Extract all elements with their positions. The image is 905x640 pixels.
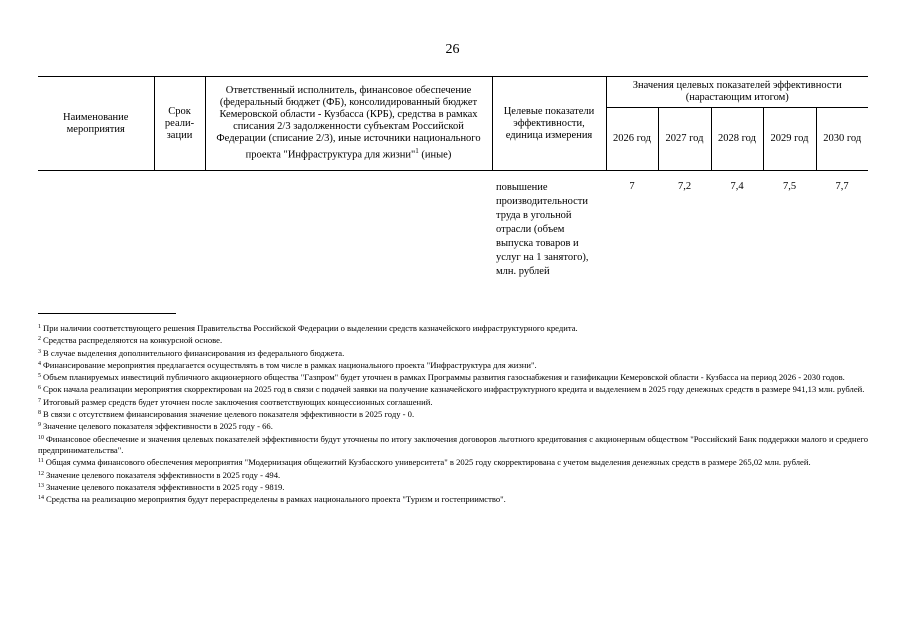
footnotes bbox=[38, 313, 868, 505]
footnote-text: Срок начала реализации мероприятия скорректирован на 2025 год в связи с подачей заявки на получение казначейского инфраструктурного кредита и выделением в 2025 году денежных средств в размере 941,13 млн. рублей. bbox=[43, 384, 865, 395]
footnote bbox=[38, 408, 868, 420]
footnote-text: Общая сумма финансового обеспечения мероприятия "Модернизация общежитий Кузбасского университета" в 2025 году скорректирована с учетом выделения денежных средств в размере 265,02 млн. рублей. bbox=[45, 457, 811, 468]
footnote-number: 13 bbox=[38, 482, 44, 489]
page-number: 26 bbox=[445, 42, 460, 57]
header-period: Срок реали-зации bbox=[154, 77, 205, 171]
cell-value-2029: 7,5 bbox=[782, 181, 797, 192]
footnote-text: При наличии соответствующего решения Правительства Российской Федерации о выделении средств казначейского инфраструктурного кредита. bbox=[43, 323, 578, 333]
cell-measure-name bbox=[38, 171, 154, 280]
header-year: 2027 год bbox=[658, 108, 711, 171]
footnote bbox=[38, 396, 868, 408]
footnote-text: Итоговый размер средств будет уточнен после заключения соответствующих концессионных соглашений. bbox=[43, 396, 433, 407]
footnote-number: 11 bbox=[38, 458, 44, 465]
footnote-text: Средства на реализацию мероприятия будут перераспределены в рамках национального проекта "Туризм и гостеприимство". bbox=[46, 494, 506, 505]
footnote bbox=[38, 383, 868, 395]
header-measure-name: Наименование мероприятия bbox=[38, 77, 154, 171]
cell-value-2030: 7,7 bbox=[835, 181, 849, 192]
footnote-number: 9 bbox=[38, 422, 41, 429]
header-year: 2029 год bbox=[763, 108, 816, 171]
footnote-text: Объем планируемых инвестиций публичного акционерного общества "Газпром" будет уточнен в рамках Программы развития газоснабжения и газификации Кемеровской области - Кузбасса на период 2026 - 2030 годов. bbox=[43, 372, 845, 383]
footnote-text: Финансирование мероприятия предлагается осуществлять в том числе в рамках национального проекта "Инфраструктура для жизни". bbox=[43, 359, 537, 370]
footnote bbox=[38, 371, 868, 383]
header-executor bbox=[205, 77, 492, 171]
cell-value-2028: 7,4 bbox=[730, 181, 744, 192]
header-executor-footnote-ref: 1 bbox=[415, 147, 419, 156]
footnote-text: В случае выделения дополнительного финансирования из федерального бюджета. bbox=[43, 347, 345, 358]
footnote-number: 6 bbox=[38, 385, 41, 392]
footnote bbox=[38, 359, 868, 371]
cell-value-2027: 7,2 bbox=[677, 181, 692, 192]
header-year: 2026 год bbox=[606, 108, 658, 171]
footnote-number: 4 bbox=[38, 360, 41, 367]
footnote-number: 14 bbox=[38, 495, 44, 502]
footnote-divider bbox=[38, 313, 176, 314]
footnote bbox=[38, 481, 868, 493]
footnote bbox=[38, 469, 868, 481]
footnote bbox=[38, 334, 868, 346]
cell-period bbox=[154, 171, 205, 280]
cell-value-2026: 7 bbox=[629, 181, 635, 192]
footnote-number: 2 bbox=[38, 336, 41, 343]
footnote bbox=[38, 347, 868, 359]
header-year: 2030 год bbox=[816, 108, 868, 171]
header-values-group: Значения целевых показателей эффективности (нарастающим итогом) bbox=[606, 77, 868, 108]
footnote bbox=[38, 493, 868, 505]
footnote-number: 10 bbox=[38, 434, 44, 441]
footnote bbox=[38, 322, 868, 334]
header-year: 2028 год bbox=[711, 108, 763, 171]
footnote-number: 7 bbox=[38, 397, 41, 404]
footnote-text: В связи с отсутствием финансирования значение целевого показателя эффективности в 2025 году - 0. bbox=[43, 409, 415, 420]
header-executor-tail: (иные) bbox=[418, 149, 452, 161]
footnote-text: Средства распределяются на конкурсной основе. bbox=[43, 335, 223, 346]
footnote-number: 1 bbox=[38, 324, 41, 330]
footnote-number: 8 bbox=[38, 410, 41, 417]
footnote-number: 5 bbox=[38, 373, 41, 380]
footnote bbox=[38, 456, 868, 468]
indicators-table bbox=[38, 76, 868, 279]
footnote bbox=[38, 433, 868, 457]
footnote-text: Значение целевого показателя эффективности в 2025 году - 9819. bbox=[46, 481, 285, 492]
footnote-text: Финансовое обеспечение и значения целевых показателей эффективности будут уточнены по итогу заключения договоров льготного кредитования с акционерным обществом "Российский Банк поддержки малого и среднего предпринимательства". bbox=[38, 433, 868, 455]
footnote-text: Значение целевого показателя эффективности в 2025 году - 66. bbox=[43, 421, 273, 432]
footnote-text: Значение целевого показателя эффективности в 2025 году - 494. bbox=[46, 469, 281, 480]
table-row bbox=[38, 171, 868, 280]
header-executor-text: Ответственный исполнитель, финансовое обеспечение (федеральный бюджет (ФБ), консолидированный бюджет Кемеровской области - Кузбасса (КРБ), средства в рамках списания 2/3 задолженности субъектам Российской Федерации (списание 2/3), иные источники национального проекта "Инфраструктура для жизни" bbox=[216, 85, 481, 161]
cell-executor bbox=[205, 171, 492, 280]
footnote bbox=[38, 420, 868, 432]
footnote-number: 3 bbox=[38, 348, 41, 355]
footnote-number: 12 bbox=[38, 470, 44, 477]
cell-indicator: повышение производительности труда в угольной отрасли (объем выпуска товаров и услуг на 1 занятого), млн. рублей bbox=[496, 182, 589, 277]
header-indicator: Целевые показатели эффективности, единица измерения bbox=[492, 77, 606, 171]
